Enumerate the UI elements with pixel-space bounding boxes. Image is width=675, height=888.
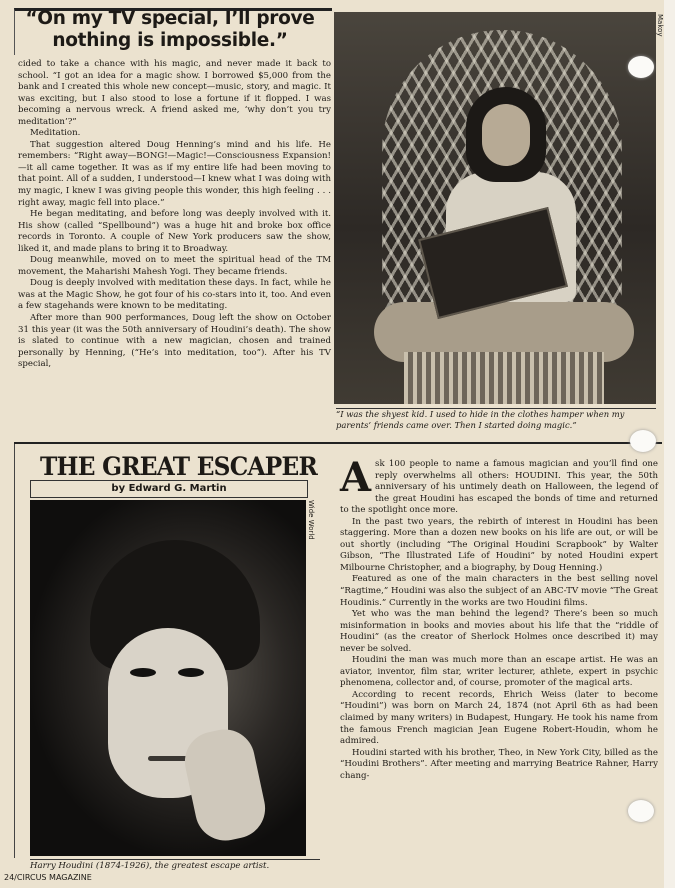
article1-paragraph: After more than 900 performances, Doug left the show on October 31 this year (it was the 50th anniversary of Houdini’s death). The show is slated to continue with a new magician, chosen and trained personally by Henning, (“He’s into meditation, too”). After his TV special, <box>18 313 331 370</box>
photo-caption: Harry Houdini (1874-1926), the greatest escape artist. <box>30 859 320 871</box>
page-edge <box>664 0 675 888</box>
headline: “On my TV special, I’ll prove nothing is impossible.” <box>25 8 315 51</box>
article1-paragraph: Doug is deeply involved with meditation these days. In fact, while he was at the Magic Show, he got four of his co-stars into it, too. And even a few stagehands were known to be meditating. <box>18 278 331 312</box>
article2-paragraph: Featured as one of the main characters in the best selling novel “Ragtime,” Houdini was also the subject of an ABC-TV movie “The Great Houdinis.” Currently in the works are two Houdini films. <box>340 574 658 608</box>
article2-paragraph: According to recent records, Ehrich Weiss (later to become “Houdini”) was born on March 24, 1874 (not April 6th as had been claimed by many writers) in Budapest, Hungary. He took his name from the famous French magician Jean Eugene Robert-Houdin, whom he admired. <box>340 689 658 747</box>
photo-credit: Makoy <box>656 14 664 37</box>
article2-paragraph: Yet who was the man behind the legend? There’s been so much misinformation in books and movies about his life that the “riddle of Houdini” (as the creator of Sherlock Holmes once described it) may never be solved. <box>340 609 658 654</box>
article2-paragraph: Houdini started with his brother, Theo, in New York City, billed as the “Houdini Brothers”. After meeting and marrying Beatrice Rahner, Harry chang- <box>340 747 658 781</box>
article1-paragraph: Doug meanwhile, moved on to meet the spiritual head of the TM movement, the Maharishi Mahesh Yogi. They became friends. <box>18 255 331 277</box>
article2-byline: by Edward G. Martin <box>30 480 308 498</box>
page-footer: 24/CIRCUS MAGAZINE <box>4 873 92 882</box>
houdini-photo <box>30 500 306 856</box>
article2-paragraph: Houdini the man was much more than an escape artist. He was an aviator, inventor, film star, writer lecturer, athlete, expert in psychic phenomena, collector and, of course, promoter of the magical arts. <box>340 655 658 689</box>
article1-paragraph: cided to take a chance with his magic, and never made it back to school. “I got an idea for a magic show. I borrowed $5,000 from the bank and I created this whole new concept—music, story, and magic. It was exciting, but I also stood to lose a fortune if it flopped. I was becoming a nervous wreck. A friend asked me, ‘why don’t you try meditation’?” <box>18 59 331 127</box>
henning-photo <box>334 12 656 404</box>
article1-paragraph: He began meditating, and before long was deeply involved with it. His show (called “Spellbound”) was a huge hit and broke box office records in Toronto. A couple of New York producers saw the show, liked it, and made plans to bring it to Broadway. <box>18 209 331 254</box>
photo-caption: “I was the shyest kid. I used to hide in the clothes hamper when my parents’ friends came over. Then I started doing magic.” <box>336 408 656 430</box>
binder-hole <box>628 800 654 822</box>
article2-paragraph: In the past two years, the rebirth of interest in Houdini has been staggering. More than a dozen new books on his life are out, or will be out shortly (including “The Original Houdini Scrapbook” by Walter Gibson, “The Illustrated Life of Houdini” by noted Houdini expert Milbourne Christopher, and a biography, by Doug Henning.) <box>340 516 658 573</box>
dropcap: A <box>340 454 372 501</box>
article1-paragraph: That suggestion altered Doug Henning’s mind and his life. He remembers: “Right away—BONG!—Magic!—Consciousness Expansion!—it all came together. It was as if my entire life had been moving to that point. All of a sudden, I understood—I knew what I was doing with my magic, I knew I was giving people this wonder, this high feeling . . . right away, magic fell into place.” <box>18 139 331 208</box>
article2-column <box>340 454 658 782</box>
photo-credit: Wide World <box>307 500 315 540</box>
binder-hole <box>628 56 654 78</box>
article2-lead: Ask 100 people to name a famous magician and you’ll find one reply overwhelms all others: HOUDINI. This year, the 50th anniversary of his untimely death on Halloween, the legend of the great Houdini has escaped the bonds of time and returned to the spotlight once more. <box>340 454 658 516</box>
binder-hole <box>630 430 656 452</box>
article2-title: THE GREAT ESCAPER <box>40 452 318 481</box>
article1-paragraph: Meditation. <box>30 128 81 139</box>
article1-column <box>18 59 331 371</box>
